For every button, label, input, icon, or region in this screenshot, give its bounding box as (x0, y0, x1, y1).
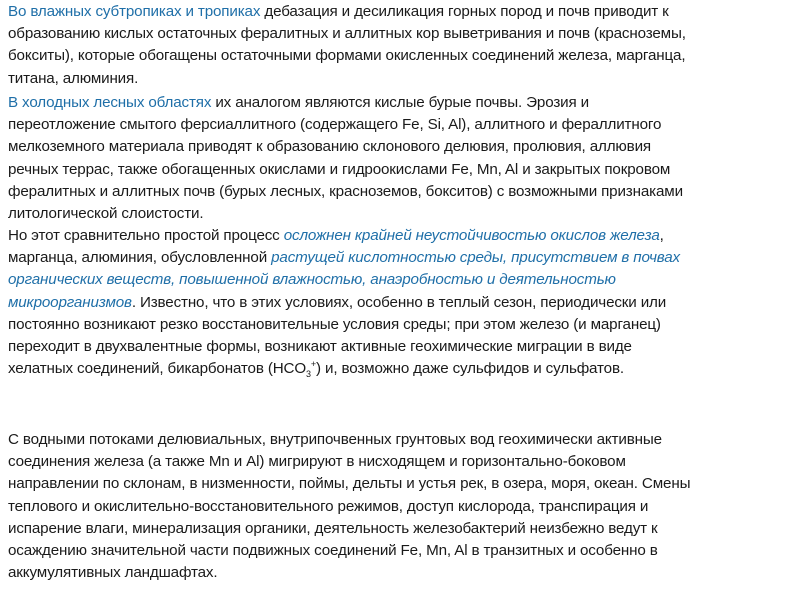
text-segment: растущей кислотностью среды, присутствием в почвах органических веществ, повышенной влажностью, анаэробностью и деятельностью микроорганизмов (8, 249, 680, 311)
paragraph-tropics (8, 1, 792, 90)
text-segment: В холодных лесных областях (8, 94, 212, 111)
text-segment: Но этот сравнительно простой процесс (8, 227, 284, 244)
text-segment: . Известно, что в этих условиях, особенно в теплый сезон, периодически или постоянно возникают резко восстановительные условия среды; при этом железо (и марганец) переходит в двухвалентные формы, возникают активные геохимические миграции в виде хелатных соединений, бикарбонатов (HCO (8, 293, 667, 378)
text-segment: дебазация и десиликация горных пород и почв приводит к образованию кислых остаточных фералитных и аллитных кор выветривания и почв (красноземы, бокситы), которые обогащены остаточными формами окисленных соединений железа, марганца, титана, алюминия. (8, 3, 686, 87)
text-segment: Во влажных субтропиках и тропиках (8, 3, 261, 20)
text-segment: их аналогом являются кислые бурые почвы. Эрозия и переотложение смытого ферсиаллитного (содержащего Fe, Si, Al), аллитного и фераллитного мелкоземного материала приводят к образованию склонового делювия, пролювия, аллювия речных террас, также обогащенных окислами и гидроокислами Fe, Mn, Al и закрытых покровом фералитных и аллитных почв (бурых лесных, красноземов, бокситов) с возможными признаками литологической слоистости. (8, 94, 683, 223)
paragraph-water-flows (8, 429, 792, 584)
text-segment: , марганца, алюминия, обусловленной (8, 227, 664, 267)
text-segment: + (310, 359, 317, 370)
paragraph-process-complication (8, 225, 792, 380)
paragraph-cold-forests (8, 92, 792, 225)
text-segment: 3 (306, 369, 311, 380)
text-segment: осложнен крайней неустойчивостью окислов железа (283, 227, 660, 244)
text-segment: С водными потоками делювиальных, внутрипочвенных грунтовых вод геохимически активные соединения железа (а также Mn и Al) мигрируют в нисходящем и горизонтально-боковом направлении по склонам, в низменности, поймы, дельты и устья рек, в озера, моря, океан. Смены теплового и окислительно-восстановительного режимов, доступ кислорода, транспирация и испарение влаги, минерализация органики, деятельность железобактерий неизбежно ведут к осаждению значительной части подвижных соединений Fe, Mn, Al в транзитных и особенно в аккумулятивных ландшафтах. (8, 431, 691, 582)
text-segment: ) и, возможно даже сульфидов и сульфатов. (316, 360, 624, 378)
